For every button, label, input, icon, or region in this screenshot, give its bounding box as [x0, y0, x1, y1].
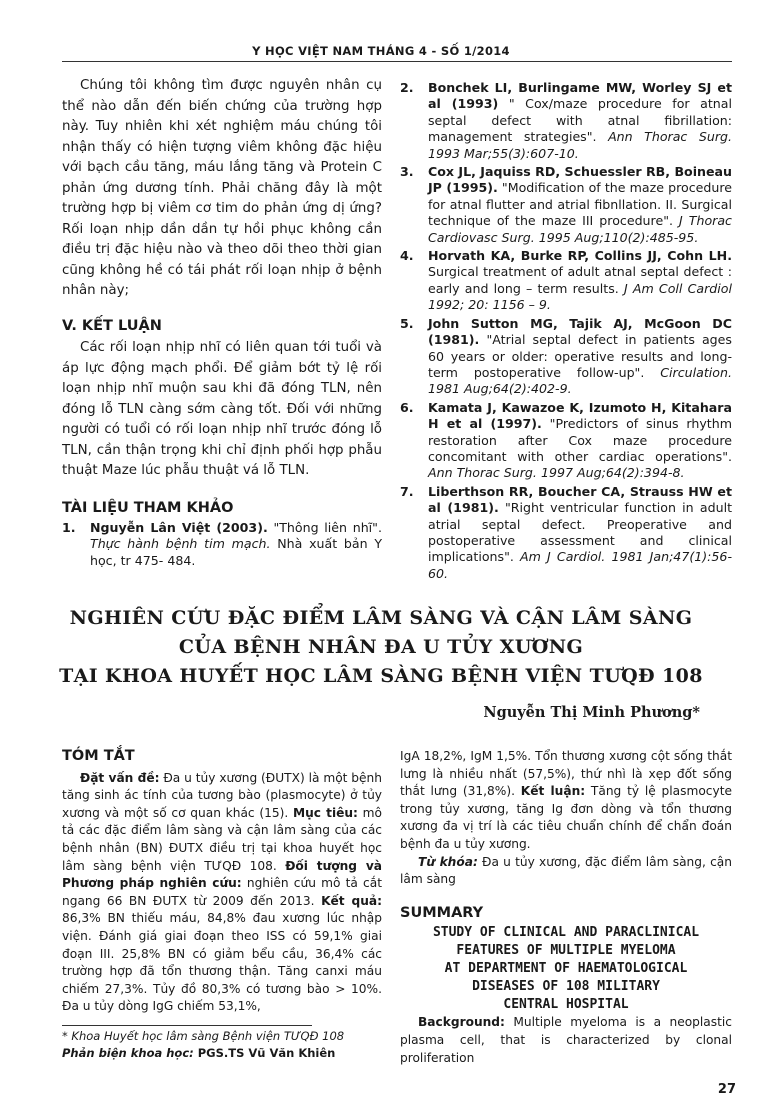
discussion-paragraph: Chúng tôi không tìm được nguyên nhân cụ thể nào dẫn đến biến chứng của trường hợp này. Tuy nhiên khi xét nghiệm máu chúng tôi nhận thấy có hiện tượng viêm không đặc hiệu với bạch cầu tăng, máu lắng tăng và Protein C phản ứng dương tính. Phải chăng đây là một trường hợp bị viêm cơ tim do phản ứng dị ứng? Rối loạn nhịp dần dần tự hồi phục không cần điều trị đặc hiệu nào và theo dõi theo thời gian cũng không hề có tái phát rối loạn nhịp ở bệnh nhân này;: [62, 78, 382, 298]
keywords-text: Đa u tủy xương, đặc điểm lâm sàng, cận lâm sàng: [400, 854, 732, 887]
abstract-right-column: [400, 748, 732, 1067]
article-title-line: CỦA BỆNH NHÂN ĐA U TỦY XƯƠNG: [178, 636, 584, 658]
reference-authors: Bonchek LI, Burlingame MW, Worley SJ et al (1993): [428, 80, 732, 112]
abstract-keywords: [400, 854, 732, 889]
reference-item: [400, 400, 732, 482]
reference-number: 1.: [62, 520, 76, 535]
summary-title-line: DISEASES OF 108 MILITARY: [472, 979, 660, 995]
article-title: [0, 604, 762, 691]
reference-authors: Horvath KA, Burke RP, Collins JJ, Cohn LH.: [428, 248, 732, 264]
abstract-result-text: 86,3% BN thiếu máu, 84,8% đau xương lúc nhập viện. Đánh giá giai đoạn theo ISS có 59,1% giai đoạn III. 25,8% BN có giảm bểu cầu, 36,4% các trường hợp đã tổn thương thận. Tăng canxi máu chiếm 27,3%. Tủy đồ 80,3% có tương bào > 10%. Đa u tủy dòng IgG chiếm 53,1%,: [62, 911, 382, 1014]
reference-number: 4.: [400, 248, 414, 264]
reference-title: " Cox/maze procedure for atnal septal defect with atnal fibrillation: management strategies".: [428, 96, 732, 145]
summary-title: [400, 924, 732, 1014]
conclusion-heading: V. KẾT LUẬN: [62, 317, 162, 334]
abstract-paragraph: [62, 770, 382, 1016]
abstract-method-label: Đối tượng và Phương pháp nghiên cứu:: [62, 858, 382, 891]
abstract-conclusion-text: Tăng tỷ lệ plasmocyte trong tủy xương, tăng Ig đơn dòng và tổn thương xương đa vị trí là các tiêu chuẩn chính để chẩn đoán bệnh đa u tủy xương.: [400, 784, 732, 851]
reference-authors: Cox JL, Jaquiss RD, Schuessler RB, Boineau JP (1995).: [428, 164, 732, 196]
reference-title: Surgical treatment of adult atnal septal defect : early and long – term results.: [428, 264, 732, 296]
summary-title-line: STUDY OF CLINICAL AND PARACLINICAL: [432, 925, 700, 941]
article-author: Nguyễn Thị Minh Phương*: [483, 704, 700, 721]
footnote-reviewer: [62, 1045, 382, 1062]
reference-title: "Thông liên nhĩ".: [267, 520, 382, 535]
header-rule: [62, 61, 732, 62]
reference-number: 2.: [400, 80, 414, 95]
abstract-result-label: Kết quả:: [321, 893, 382, 908]
reference-source: Ann Thorac Surg. 1993 Mar;55(3):607-10.: [428, 129, 732, 161]
reviewer-name: PGS.TS Vũ Văn Khiên: [193, 1046, 336, 1060]
reference-authors: Nguyễn Lân Việt (2003).: [90, 520, 268, 535]
article-title-line: NGHIÊN CỨU ĐẶC ĐIỂM LÂM SÀNG VÀ CẬN LÂM SÀNG: [69, 607, 693, 629]
reference-rest: Nhà xuất bản Y học, tr 475- 484.: [90, 536, 383, 568]
footnote: [62, 1028, 382, 1062]
abstract-aim-label: Mục tiêu:: [292, 805, 358, 820]
reviewer-label: Phản biện khoa học:: [62, 1046, 194, 1060]
abstract-left-column: [62, 748, 382, 1016]
running-header: Y HỌC VIỆT NAM THÁNG 4 - SỐ 1/2014: [252, 44, 510, 58]
references-heading: TÀI LIỆU THAM KHẢO: [62, 499, 234, 516]
abstract-background-label: Đặt vấn đề:: [80, 770, 160, 785]
reference-number: 5.: [400, 315, 414, 331]
left-column-top: [62, 76, 382, 571]
reference-item: [400, 80, 732, 162]
summary-paragraph: [400, 1014, 732, 1067]
reference-title: "Atrial septal defect in patients ages 60 years or older: operative results and long-term postoperative follow-up".: [428, 332, 732, 380]
reference-number: 6.: [400, 399, 414, 415]
summary-background-text: Multiple myeloma is a neoplastic plasma cell, that is characterized by clonal proliferation: [400, 1015, 732, 1065]
reference-item: [62, 520, 382, 569]
summary-title-line: AT DEPARTMENT OF HAEMATOLOGICAL: [444, 961, 688, 977]
reference-title: "Predictors of sinus rhythm restoration after Cox maze procedure concomitant with other cardiac operations".: [428, 416, 732, 464]
summary-title-line: FEATURES OF MULTIPLE MYELOMA: [456, 943, 676, 959]
footnote-affiliation: * Khoa Huyết học lâm sàng Bệnh viện TƯQĐ 108: [62, 1029, 345, 1043]
reference-source: J Thorac Cardiovasc Surg. 1995 Aug;110(2):485-95.: [428, 213, 732, 245]
reference-item: [400, 316, 732, 398]
reference-authors: John Sutton MG, Tajik AJ, McGoon DC (1981).: [428, 315, 732, 348]
reference-source: Am J Cardiol. 1981 Jan;47(1):56-60.: [428, 549, 732, 581]
reference-item: [400, 248, 732, 314]
page-number: 27: [717, 1082, 736, 1097]
reference-item: [400, 484, 732, 582]
keywords-label: Từ khóa:: [418, 854, 478, 869]
conclusion-paragraph: Các rối loạn nhịp nhĩ có liên quan tới tuổi và áp lực động mạch phổi. Để giảm bớt tỷ lệ rối loạn nhịp nhĩ muộn sau khi đã đóng TLN, nên đóng lỗ TLN càng sớm càng tốt. Đối với những người có tuổi có rối loạn nhịp nhĩ trước đóng lỗ TLN, cần thận trọng khi chỉ định phối hợp phẫu thuật Maze lúc phẫu thuật vá lỗ TLN.: [62, 340, 382, 478]
reference-title: "Right ventricular function in adult atrial septal defect. Preoperative and postoperative assessment and clinical implications".: [428, 500, 733, 565]
article-title-line: TẠI KHOA HUYẾT HỌC LÂM SÀNG BỆNH VIỆN TƯQĐ 108: [59, 665, 703, 687]
reference-authors: Kamata J, Kawazoe K, Izumoto H, Kitahara H et al (1997).: [428, 399, 732, 432]
abstract-paragraph-continued: [400, 748, 732, 854]
reference-authors: Liberthson RR, Boucher CA, Strauss HW et al (1981).: [428, 483, 732, 516]
reference-item: [400, 164, 732, 246]
summary-background-label: Background:: [418, 1015, 505, 1030]
reference-source: J Am Coll Cardiol 1992; 20: 1156 – 9.: [428, 280, 732, 313]
reference-number: 3.: [400, 164, 414, 180]
reference-source: Thực hành bệnh tim mạch.: [90, 536, 271, 552]
right-column-references: [400, 80, 732, 584]
abstract-heading: TÓM TẮT: [62, 748, 135, 764]
reference-source: Circulation. 1981 Aug;64(2):402-9.: [428, 364, 732, 397]
reference-title: "Modification of the maze procedure for atnal flutter and atrial fibnllation. II. Surgical technique of the maze III procedure".: [428, 180, 732, 229]
abstract-conclusion-label: Kết luận:: [520, 784, 586, 799]
reference-source: Ann Thorac Surg. 1997 Aug;64(2):394-8.: [428, 465, 685, 481]
summary-title-line: CENTRAL HOSPITAL: [503, 997, 629, 1013]
reference-number: 7.: [400, 483, 414, 499]
abstract-result-text-continued: IgA 18,2%, IgM 1,5%. Tổn thương xương cột sống thắt lưng là nhiều nhất (57,5%), thứ nhì là xẹp đốt sống thắt lưng (31,8%).: [400, 749, 732, 799]
footnote-rule: [62, 1025, 312, 1026]
abstract-aim-text: mô tả các đặc điểm lâm sàng và cận lâm sàng của các bệnh nhân (BN) ĐUTX điều trị tại khoa huyết học lâm sàng bệnh viện TƯQĐ 108.: [62, 805, 382, 873]
summary-heading: SUMMARY: [400, 904, 484, 921]
abstract-background-text: Đa u tủy xương (ĐUTX) là một bệnh tăng sinh ác tính của tương bào (plasmocyte) ở tủy xương và một số cơ quan khác (15).: [62, 770, 382, 820]
abstract-method-text: nghiên cứu mô tả cắt ngang 66 BN ĐUTX từ 2009 đến 2013.: [62, 876, 382, 908]
